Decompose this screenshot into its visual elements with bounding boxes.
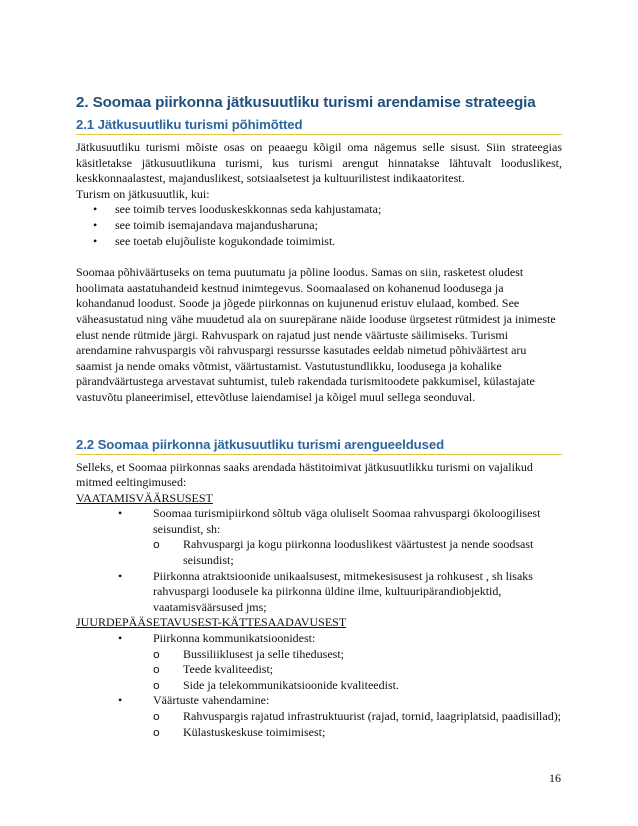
sub-marker: o	[153, 678, 160, 692]
section-2-title: 2.2 Soomaa piirkonna jätkusuutliku turismi arengueeldused	[76, 437, 562, 455]
bullet-marker: •	[118, 568, 123, 583]
section-1-paragraph: Soomaa põhiväärtuseks on tema puutumatu ja põline loodus. Samas on siin, rasketest oludest hoolimata aastatuhandeid kestnud inimtegevus. Soomaalased on kohanenud loodusega ja kohandanud loodust. Soode ja jõgede piirkonnas on kujunenud eristuv elulaad, kombed. See väheasustatud ning vähe muudetud ala on suurepärane näide looduse ürgsetest rütmidest ja inimeste elust nende rütmide järgi. Rahvuspark on rajatud just nende väärtuste säilimiseks. Turismi arendamine rahvuspargis või rahvuspargi ressursse kasutades eeldab nimetud põhiväärtest aru saamist ja nende omaks võtmist, väärtustamist. Vastutustundlikku, loodusega ja kohalike pärandväärtustega arvestavat suhtumist, tuleb rakendada turismitoodete pakkumisel, külastajate vastuvõtu planeerimisel, ettevõtluse laiendamisel ja kõigel muul sellega seonduval.	[76, 265, 556, 404]
sub-marker: o	[153, 663, 160, 677]
bullet-marker: •	[118, 631, 123, 646]
sub-marker: o	[153, 725, 160, 739]
list-item: • Piirkonna kommunikatsioonidest:	[118, 631, 316, 646]
group-label-attractions: VAATAMISVÄÄRSUSEST	[76, 490, 213, 505]
document-page	[76, 94, 562, 740]
list-item: • Väärtuste vahendamine:	[118, 693, 270, 708]
list-item: • Soomaa turismipiirkond sõltub väga oluliselt Soomaa rahvuspargi ökoloogilisest seisundist, sh:	[118, 506, 541, 536]
group-label-accessibility: JUURDEPÄÄSETAVUSEST-KÄTTESAADAVUSEST	[76, 615, 347, 630]
sub-list-item: o Teede kvaliteedist;	[153, 662, 274, 677]
section-1-lead: Turism on jätkusuutlik, kui:	[76, 186, 210, 201]
bullet-marker: •	[118, 506, 123, 521]
list-item: • see toimib terves looduskeskkonnas seda kahjustamata;	[93, 202, 382, 217]
section-1-bullet-list	[76, 202, 562, 249]
sub-list-item: o Rahvuspargis rajatud infrastruktuurist (rajad, tornid, laagriplatsid, paadisillad);	[153, 709, 562, 723]
section-1-title: 2.1 Jätkusuutliku turismi põhimõtted	[76, 117, 562, 135]
sub-list-item: o Bussiliiklusest ja selle tihedusest;	[153, 646, 344, 661]
sub-list-item: o Külastuskeskuse toimimisest;	[153, 724, 326, 739]
bullet-marker: •	[93, 202, 98, 217]
bullet-marker: •	[93, 217, 98, 232]
section-2-intro: Selleks, et Soomaa piirkonnas saaks arendada hästitoimivat jätkusuutlikku turismi on vajalikud mitmed eeltingimused:	[76, 459, 533, 490]
attractions-list	[76, 506, 562, 615]
sub-marker: o	[153, 647, 160, 661]
list-item: • Piirkonna atraktsioonide unikaalsusest, mitmekesisusest ja rohkusest , sh lisaks rahvuspargi loodusele ka piirkonna üldine ilme, kultuuripärandiobjektid, vaatamisväärsused jms;	[118, 568, 533, 614]
sub-marker: o	[153, 538, 160, 552]
list-item: • see toimib isemajandava majandusharuna;	[93, 217, 318, 232]
bullet-marker: •	[118, 693, 123, 708]
accessibility-list	[76, 631, 562, 740]
list-item: • see toetab elujõuliste kogukondade toimimist.	[93, 233, 336, 248]
page-number: 16	[549, 771, 561, 785]
sub-list-item: o Side ja telekommunikatsioonide kvaliteedist.	[153, 677, 399, 692]
sub-marker: o	[153, 710, 160, 723]
main-heading: 2. Soomaa piirkonna jätkusuutliku turismi arendamise strateegia	[76, 94, 536, 111]
bullet-marker: •	[93, 233, 98, 248]
section-1-intro: Jätkusuutliku turismi mõiste osas on peaaegu kõigil oma nägemus selle sisust. Siin strateegias käsitletakse jätkusuutlikuna turismi, kus turismi arengut hinnatakse lähtuvalt looduslikest, keskkonnaalastest, majanduslikest, sotsiaalsetest ja kultuurilistest indikaatoritest.	[76, 140, 562, 186]
sub-list-item: o Rahvuspargi ja kogu piirkonna looduslikest väärtustest ja nende soodsast seisundist;	[153, 537, 534, 568]
